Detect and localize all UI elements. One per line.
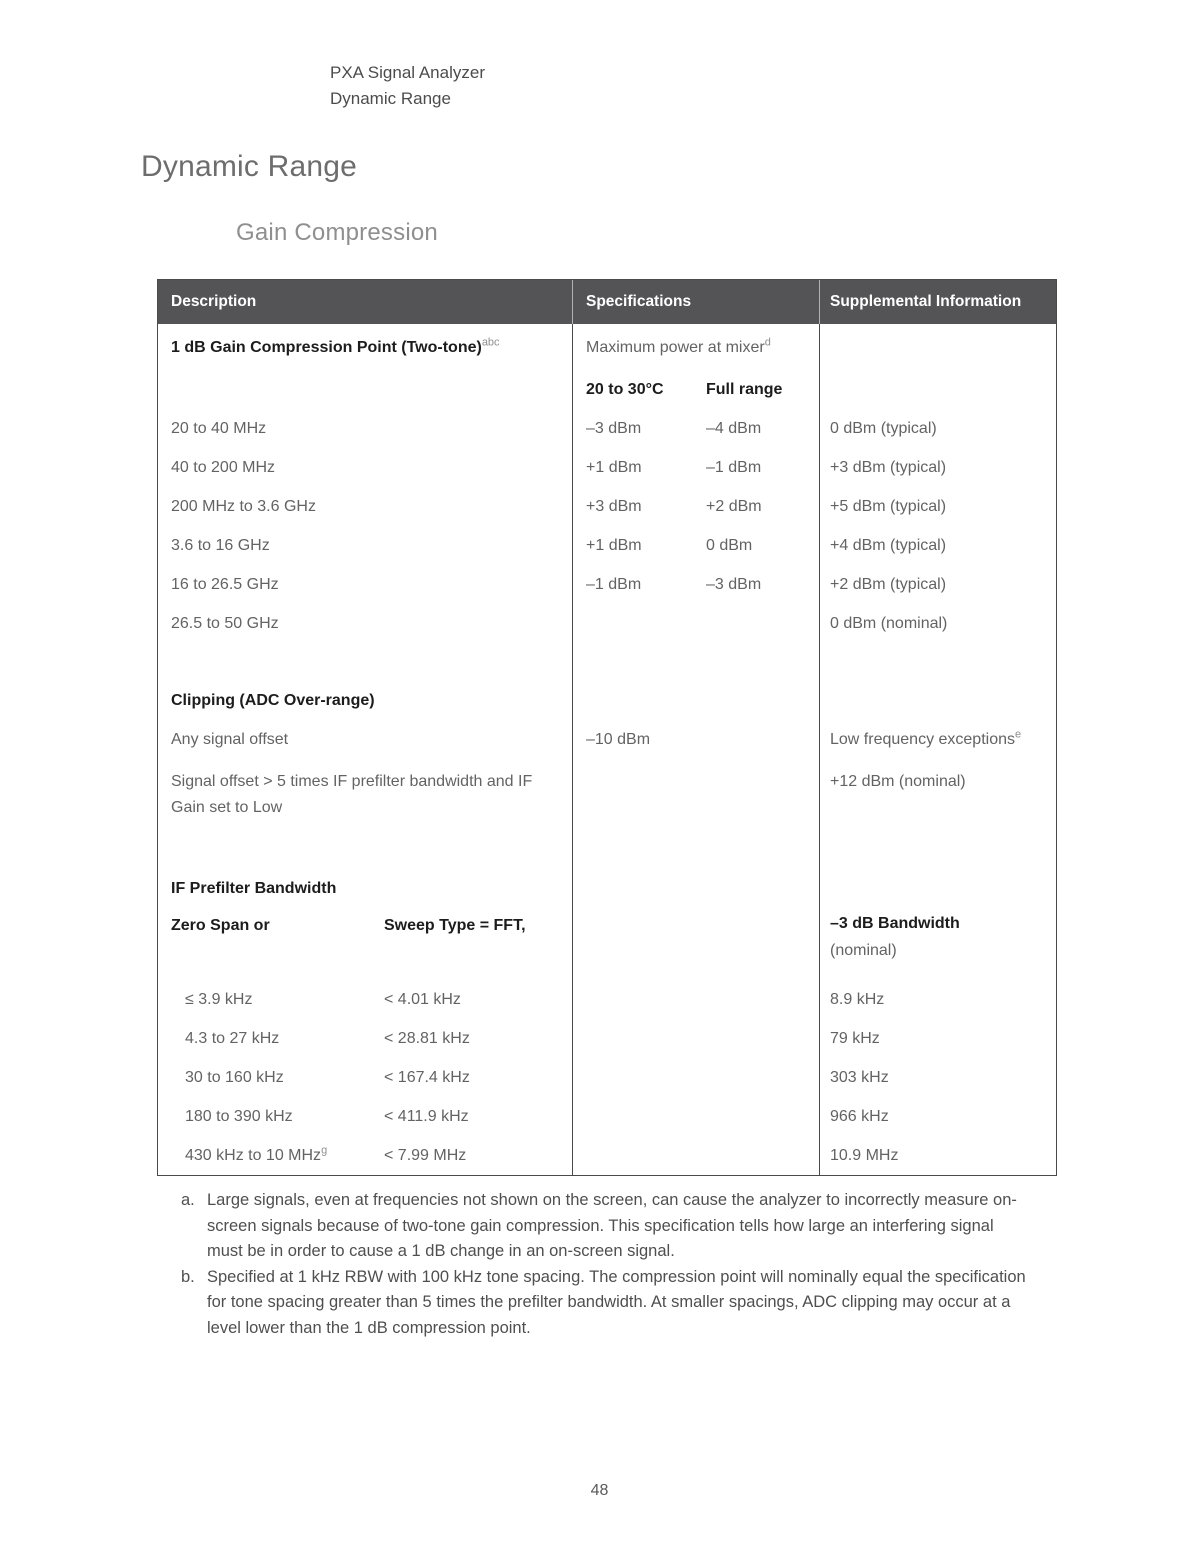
- rbw-value: 4.3 to 27 kHz: [185, 1029, 280, 1047]
- spec-value-full: –4 dBm: [706, 419, 762, 437]
- bandwidth-value: 79 kHz: [830, 1029, 880, 1047]
- rbw-value: ≤ 3.9 kHz: [185, 990, 253, 1008]
- section2-title-row: [158, 681, 1056, 720]
- col-header-supplemental: Supplemental Information: [830, 293, 1022, 310]
- fft-width-value: < 4.01 kHz: [384, 990, 461, 1008]
- fft-col-header: Sweep Type = FFT,: [384, 917, 526, 934]
- section3-title-row: [158, 869, 1056, 908]
- table-row: [158, 1097, 1056, 1136]
- clipping-condition: Any signal offset: [171, 730, 289, 748]
- spacer-row: [158, 821, 1056, 869]
- freq-range: 16 to 26.5 GHz: [171, 575, 279, 593]
- section1-title-row: [158, 324, 1056, 371]
- page-title: Dynamic Range: [141, 150, 358, 183]
- spec-value: –10 dBm: [572, 720, 820, 759]
- fft-width-value: < 411.9 kHz: [384, 1107, 469, 1125]
- table-row: [158, 759, 1056, 821]
- bandwidth-value: 303 kHz: [830, 1068, 889, 1086]
- footnote-ref-abc: abc: [481, 336, 500, 349]
- spec-value-full: +2 dBm: [706, 497, 762, 515]
- spec-value-full: 0 dBm: [706, 536, 753, 554]
- fft-width-value: < 28.81 kHz: [384, 1029, 470, 1047]
- table-row: [158, 720, 1056, 759]
- spec-value-full: –1 dBm: [706, 458, 762, 476]
- section3-title: IF Prefilter Bandwidth: [171, 879, 337, 897]
- section-title: Gain Compression: [236, 219, 438, 246]
- table-row: [158, 980, 1056, 1019]
- spec-table: [157, 279, 1057, 1176]
- running-header-line1: PXA Signal Analyzer: [330, 63, 485, 82]
- rbw-value: 430 kHz to 10 MHz$^g$: [185, 1144, 328, 1164]
- fft-width-value: < 167.4 kHz: [384, 1068, 470, 1086]
- footnote-b: [181, 1265, 1031, 1342]
- running-header-line2: Dynamic Range: [330, 89, 451, 108]
- footnote-text: Specified at 1 kHz RBW with 100 kHz tone spacing. The compression point will nominally equal the specification for tone spacing greater than 5 times the prefilter bandwidth. At smaller spacings, ADC clipping may occur at a level lower than the 1 dB compression point.: [207, 1267, 1026, 1337]
- spacer-row: [158, 643, 1056, 681]
- supplemental-value: Low frequency exceptions$^e$: [830, 728, 1022, 748]
- table-row: [158, 1019, 1056, 1058]
- table-row: [158, 526, 1056, 565]
- table-row: [158, 565, 1056, 604]
- supplemental-value: +5 dBm (typical): [830, 497, 947, 515]
- footnote-text: Large signals, even at frequencies not shown on the screen, can cause the analyzer to incorrectly measure on-screen signals because of two-tone gain compression. This specification tells how large an interfering signal must be in order to cause a 1 dB change in an on-screen signal.: [207, 1191, 1017, 1260]
- table-row: [158, 604, 1056, 643]
- footnote-a: [181, 1188, 1031, 1265]
- col-header-specifications: Specifications: [572, 280, 820, 324]
- supplemental-value: +12 dBm (nominal): [830, 773, 966, 790]
- section3-subheader-row: [158, 908, 1056, 980]
- page-number: 48: [590, 1482, 609, 1499]
- running-header: [330, 60, 485, 112]
- section1-spec-note: Maximum power at mixer$^d$: [572, 324, 820, 371]
- fft-width-value: < 7.99 MHz: [384, 1146, 467, 1164]
- freq-range: 40 to 200 MHz: [171, 458, 276, 476]
- bandwidth-value: 10.9 MHz: [830, 1146, 899, 1164]
- supplemental-value: +4 dBm (typical): [830, 536, 947, 554]
- supplemental-value: 0 dBm (nominal): [830, 614, 948, 632]
- footnote-ref-d: d: [764, 336, 771, 349]
- bandwidth-value: 8.9 kHz: [830, 990, 885, 1008]
- table-row: [158, 409, 1056, 448]
- footnote-marker: a.: [181, 1191, 195, 1209]
- footnote-marker: b.: [181, 1267, 195, 1286]
- spec-value-temp: +3 dBm: [586, 497, 642, 515]
- spec-value-temp: +1 dBm: [586, 536, 642, 554]
- spec-subcol-fullrange: Full range: [706, 381, 783, 398]
- table-row: [158, 448, 1056, 487]
- spec-value-full: –3 dBm: [706, 575, 762, 593]
- rbw-value: 30 to 160 kHz: [185, 1068, 284, 1086]
- spec-subcol-temp: 20 to 30°C: [586, 381, 664, 398]
- freq-range: 200 MHz to 3.6 GHz: [171, 497, 316, 515]
- footnote-ref-e: e: [1015, 728, 1022, 741]
- spec-value-temp: +1 dBm: [586, 458, 642, 476]
- bandwidth-col-subheader: (nominal): [830, 942, 897, 959]
- section2-title: Clipping (ADC Over-range): [171, 691, 375, 709]
- bandwidth-value: 966 kHz: [830, 1107, 889, 1125]
- rbw-value: 180 to 390 kHz: [185, 1107, 293, 1125]
- supplemental-value: 0 dBm (typical): [830, 419, 937, 437]
- supplemental-value: +3 dBm (typical): [830, 458, 947, 476]
- section1-subheader-row: [158, 371, 1056, 409]
- freq-range: 3.6 to 16 GHz: [171, 536, 270, 554]
- rbw-col-header: Zero Span or: [171, 917, 270, 934]
- table-row: [158, 1058, 1056, 1097]
- spec-value-temp: –3 dBm: [586, 419, 642, 437]
- col-header-description: Description: [171, 293, 257, 310]
- section1-title: 1 dB Gain Compression Point (Two-tone)$^{abc}$: [171, 336, 500, 356]
- freq-range: 26.5 to 50 GHz: [171, 614, 279, 632]
- table-row: [158, 487, 1056, 526]
- footnote-ref-g: g: [321, 1144, 328, 1157]
- bandwidth-col-header: –3 dB Bandwidth: [830, 915, 960, 932]
- supplemental-value: +2 dBm (typical): [830, 575, 947, 593]
- freq-range: 20 to 40 MHz: [171, 419, 267, 437]
- footnotes: [181, 1188, 1031, 1341]
- spec-value-temp: –1 dBm: [586, 575, 642, 593]
- table-header-row: [158, 280, 1056, 324]
- clipping-condition: Signal offset > 5 times IF prefilter bandwidth and IF Gain set to Low: [171, 773, 533, 816]
- table-row: [158, 1136, 1056, 1175]
